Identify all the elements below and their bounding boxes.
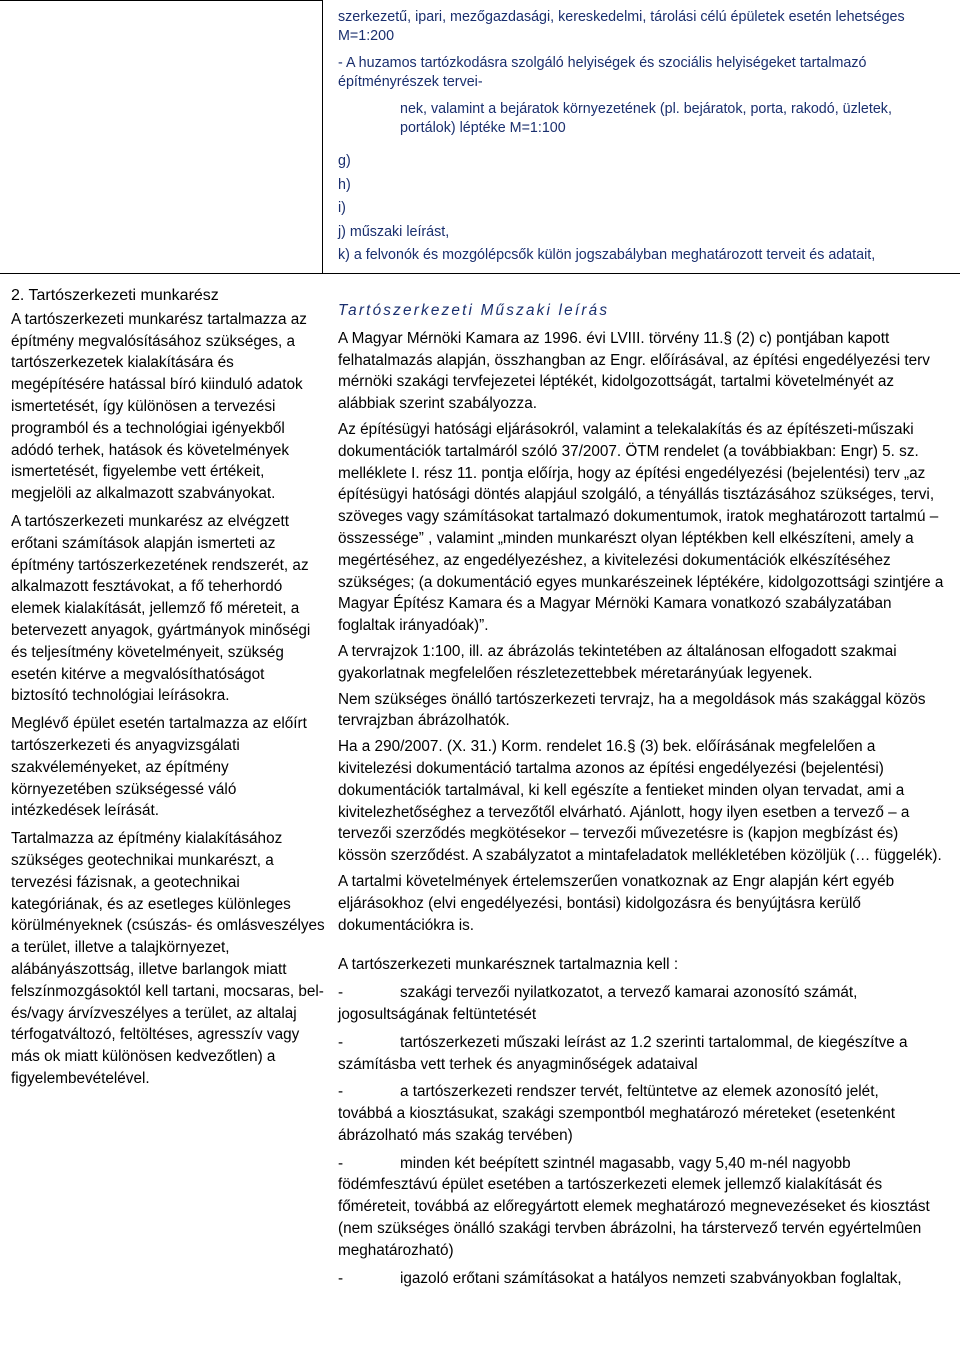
- section-heading: 2. Tartószerkezeti munkarész: [11, 287, 219, 304]
- top-right-text: [338, 8, 950, 137]
- list-item-rest: födémfesztávú épület esetében a tartószerkezeti elemek jellemző kialakítását és főméreteit, továbbá az előregyártott elemek meghatározó megnevezéseket és kiosztást (nem szükséges önálló szakági tervben ábrázolni, ha társtervező tervén egyértelmûen meghatározható): [338, 1176, 930, 1259]
- paragraph: Nem szükséges önálló tartószerkezeti tervrajz, ha a megoldások más szakággal közös tervrajzban ábrázolhatók.: [338, 690, 926, 730]
- list-item: g): [338, 153, 351, 169]
- list-item: h): [338, 176, 351, 193]
- right-column: [338, 300, 948, 1295]
- list-item-first: tartószerkezeti műszaki leírást az 1.2 szerinti tartalommal, de kiegészítve a: [400, 1033, 908, 1051]
- paragraph: A tartalmi követelmények értelemszerűen vonatkoznak az Engr alapján kért egyéb eljárásokhoz (elvi engedélyezési, bontási) kidolgozásra és benyújtásra kerülő dokumentációkra is.: [338, 872, 895, 934]
- text-line: nek, valamint a bejáratok környezetének (pl. bejáratok, porta, rakodó, üzletek, portálok) léptéke M=1:100: [400, 101, 892, 136]
- text-line: - A huzamos tartózkodásra szolgáló helyiségek és szociális helyiségeket tartalmazó építményrészek tervei-: [338, 55, 867, 90]
- left-column: [11, 285, 325, 1096]
- dash: -: [338, 1154, 344, 1172]
- dash-list-item: [338, 1081, 948, 1146]
- dash-list-item: [338, 1268, 948, 1290]
- paragraph: Meglévő épület esetén tartalmazza az előírt tartószerkezeti és anyagvizsgálati szakvéleményeket, az építmény környezetében szükségessé váló intézkedések leírását.: [11, 715, 307, 820]
- dash-list-item: [338, 982, 948, 1026]
- top-left-frame-vertical: [322, 0, 323, 273]
- text-line: szerkezetű, ipari, mezőgazdasági, kereskedelmi, tárolási célú épületek esetén lehetséges M=1:200: [338, 9, 905, 44]
- list-intro: A tartószerkezeti munkarésznek tartalmaznia kell :: [338, 956, 679, 974]
- paragraph: Tartalmazza az építmény kialakításához szükséges geotechnikai munkarészt, a tervezési fázisnak, a geotechnikai kategóriának, és az esetleges különleges körülményeknek (csúszás- és omlásveszélyes a terület, illetve a talajkörnyezet, alábányászottság, illetve barlangok miatt felszínmozgásoktól kell tartani, mocsaras, bel- és/vagy árvízveszélyes a terület, az altalaj térfogatváltozó, feltöltéses, agresszív vagy más ok miatt különösen kedvezőtlen) a figyelembevételével.: [11, 830, 325, 1087]
- dash: -: [338, 1269, 344, 1287]
- list-item-rest: számításba vett terhek és anyagminőségek adataival: [338, 1055, 698, 1073]
- dash: -: [338, 1083, 344, 1101]
- paragraph: A tartószerkezeti munkarész tartalmazza az építmény megvalósításához szükséges, a tartószerkezetek kialakítására és megépítésére hatással bíró kiinduló adatok ismertetését, így különösen a tervezési programból és a technológiai igényekből adódó terhek, hatások és követelmények ismertetését, figyelembe vett értékeit, megjelöli az alkalmazott szabványokat.: [11, 310, 307, 503]
- dash-list-item: [338, 1153, 948, 1262]
- dash: -: [338, 984, 344, 1002]
- paragraph: A tartószerkezeti munkarész az elvégzett erőtani számítások alapján ismerteti az építmény tartószerkezetének rendszerét, az alkalmazott fesztávokat, a fő teherhordó elemek kialakítását, jellemző fő méreteit, a betervezett anyagok, gyártmányok minőségi és teljesítmény követelményeit, szükség esetén kitérve a megvalósíthatóságot biztosító technológiai leírásokra.: [11, 512, 311, 705]
- paragraph: Az építésügyi hatósági eljárásokról, valamint a telekalakítás és az építészeti-műszaki dokumentációk tartalmáról szóló 37/2007. ÖTM rendelet (a továbbiakban: Engr) 5. sz. melléklete I. rész 11. pontja előírja, hogy az építési engedélyezési (bejelentési) terv „az építésügyi hatósági döntés alapjául szolgáló, a tényállás tisztázásához szükséges, tervi, szöveges vagy számításokat tartalmazó dokumentumok, iratok meghatározott tartalmú – összessége” , valamint „minden munkarészt olyan léptékben kell elkészíteni, amely a megértéséhez, az engedélyezéshez, a kivitelezési dokumentációk elkészítéséhez szükséges; (a dokumentáció egyes munkarészeinek léptékére, kidolgozottsági szintjére a Magyar Építész Kamara és a Magyar Mérnöki Kamara vonatkozó szabályzatában foglaltak irányadóak)”.: [338, 420, 944, 635]
- dash-list-item: [338, 1032, 948, 1076]
- list-item-first: szakági tervezői nyilatkozatot, a tervező kamarai azonosító számát,: [400, 984, 858, 1002]
- section-divider: [0, 273, 960, 274]
- dash: -: [338, 1033, 344, 1051]
- list-item-rest: jogosultságának feltüntetését: [338, 1005, 537, 1023]
- top-left-frame-horizontal: [0, 0, 322, 1]
- list-item-first: igazoló erőtani számításokat a hatályos nemzeti szabványokban foglaltak,: [400, 1269, 902, 1287]
- lettered-list: [338, 150, 875, 268]
- list-item-first: a tartószerkezeti rendszer tervét, feltüntetve az elemek azonosító jelét,: [400, 1083, 879, 1101]
- list-item: k) a felvonók és mozgólépcsők külön jogszabályban meghatározott terveit és adatait,: [338, 247, 876, 263]
- list-item: i): [338, 200, 346, 216]
- paragraph: A Magyar Mérnöki Kamara az 1996. évi LVIII. törvény 11.§ (2) c) pontjában kapott felhatalmazás alapján, összhangban az Engr. előírásával, az építési engedélyezési terv mérnöki szakági tervfejezetei léptékét, kidolgozottságát, tartalmi követelményét az alábbiak szerint szabályozza.: [338, 329, 930, 413]
- list-item: j) műszaki leírást,: [338, 223, 450, 240]
- list-item-rest: továbbá a kiosztásukat, szakági szempontból meghatározó méreteket (esetenként ábrázolható más szakág tervében): [338, 1105, 895, 1144]
- spacer: [338, 940, 948, 954]
- paragraph: A tervrajzok 1:100, ill. az ábrázolás tekintetében az általánosan elfogadott szakmai gyakorlatnak megfelelően részletezettebbek méretarányúak legyenek.: [338, 642, 897, 682]
- list-item-first: minden két beépített szintnél magasabb, vagy 5,40 m-nél nagyobb: [400, 1154, 851, 1172]
- paragraph: Ha a 290/2007. (X. 31.) Korm. rendelet 16.§ (3) bek. előírásának megfelelően a kivitelezési dokumentáció tartalma azonos az építési engedélyezési (bejelentési) dokumentációk tartalmával, ki kell egészíte a fentieket minden olyan tervadat, ami a kivitelezhetőséghez a tervezőtől elvárható. Ajánlott, hogy ilyen esetben a tervező – a tervezői szerződés megkötésekor – tervezői művezetésre is (kapjon megbízást és) kössön szerződést. A szabályzatot a mintafeladatok mellékletében közöljük (… függelék).: [338, 738, 942, 865]
- section-title: Tartószerkezeti Műszaki leírás: [338, 302, 610, 319]
